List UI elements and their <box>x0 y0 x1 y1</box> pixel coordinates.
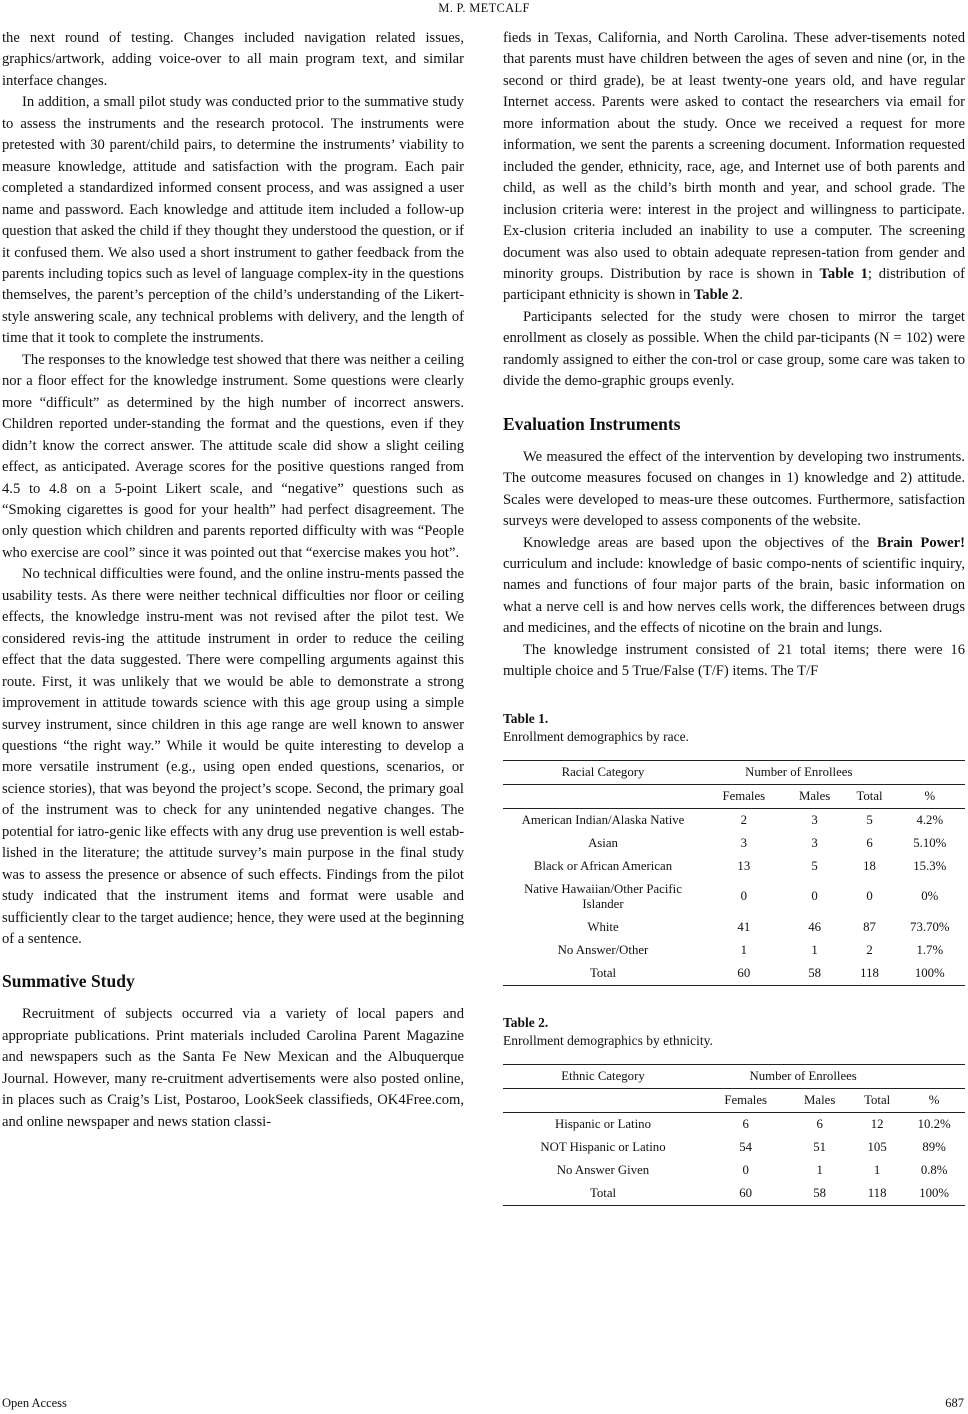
table-cell: 2 <box>740 812 748 827</box>
table-cell: 100% <box>903 1182 965 1206</box>
table-cell: 60 <box>703 962 785 986</box>
table-row <box>503 855 965 878</box>
text: curriculum and include: knowledge of basic compo-nents of scientific inquiry, names and functions of four major parts of the brain, basic information on what a nerve cell is and how nerves cells work, the differences between drugs and medicines, and the effects of nicotine on the brain and lungs. <box>503 555 965 637</box>
paragraph <box>503 533 965 640</box>
table-cell: 4.2% <box>916 812 944 827</box>
table-cell: 10.2% <box>917 1116 951 1131</box>
table-cell: 0 <box>742 1162 749 1177</box>
column-header: Total <box>845 784 895 808</box>
table-cell: No Answer/Other <box>557 942 649 957</box>
paragraph: The responses to the knowledge test showed that there was neither a ceiling nor a floor effect for the knowledge instrument. Some questions were clearly more “difficult” as determined by the high number of incorrect answers. Children reported under-standing the format and the questions, even if they didn’t know the correct answer. The attitude scale did show a slight ceiling effect, as anticipated. Average scores for the positive questions ranged from 4.5 to 4.8 on a 5-point Likert scale, and “negative” questions such as “Smoking cigarettes is good for your health” had perfect disagreement. The only question which children and parents reported difficulty with was “People who exercise are cool” since it was pointed out that “exercise makes you hot”. <box>2 351 464 561</box>
text: fieds in Texas, California, and North Carolina. These adver-tisements noted that parents must have children between the ages of seven and nine (or, in the second or third grade), be at least twenty-one years old, and have regular Internet access. Parents were asked to contact the researchers via email for more information about the study. Once we received a request for more information, we sent the parents a screening document. Information requested included the gender, ethnicity, race, age, and Internet use of both parents and child, as well as the child’s birth month and year, and school grade. The inclusion criteria were: interest in the project and willingness to participate. Ex-clusion criteria included an inability to use a computer. The screening document was also used to obtain adequate represen-tation from gender and minority groups. Distribution by race is shown in <box>503 30 965 282</box>
table-cell: 54 <box>739 1139 753 1154</box>
table-cell: 5 <box>866 812 873 827</box>
text: Knowledge areas are based upon the objectives of the <box>523 534 878 551</box>
table-cell: Hispanic or Latino <box>555 1116 651 1131</box>
table2-title: Table 2. <box>503 1014 549 1030</box>
table-cell: 87 <box>863 919 876 934</box>
table-row <box>503 878 965 916</box>
table-cell: 58 <box>788 1182 851 1206</box>
table-cell: 2 <box>866 942 873 957</box>
table-cell: 3 <box>740 835 748 850</box>
column-header: % <box>903 1088 965 1112</box>
table-cell: White <box>587 919 619 934</box>
paragraph: the next round of testing. Changes included navigation related issues, graphics/artwork, adding voice-over to all main program text, and similar interface changes. <box>2 30 464 89</box>
table-cell: 0 <box>866 889 873 904</box>
paragraph: No technical difficulties were found, and the online instru-ments passed the usability tests. As there were neither technical difficulties nor floor or ceiling effects, the knowledge instru-ment was not revised after the pilot test. We considered revis-ing the attitude instrument in order to reduce the ceiling effect that the data suggested. There were compelling arguments against this route. First, it was unlikely that we would be able to demonstrate a strong improvement in attitude towards science with this age group using a simple survey instrument, since children in this age range are well known to answer questions “the right way.” While it would be quite interesting to develop a more versatile instrument (e.g., using open ended questions, scenarios, or science stories), that was beyond the project’s scope. Second, the primary goal of the instrument was to check for any unintended negative changes. The potential for iatro-genic like effects with any drug use prevention is well estab-lished in the literature; the attitude survey’s main purpose in the final study was to assess the presence or absence of such effects. Findings from the pilot study indicated that the instrument items and format were usable and sufficiently clear to the target audience; hence, they were used at the beginning of a sentence. <box>2 566 464 948</box>
left-column <box>2 28 464 1133</box>
table-cell: 5.10% <box>913 835 947 850</box>
page-number: 687 <box>945 1396 964 1410</box>
section-heading: Summative Study <box>2 971 135 992</box>
table-cell: 0% <box>921 889 939 904</box>
footer-open-access: Open Access <box>2 1396 67 1410</box>
table-row <box>503 939 965 962</box>
section-heading: Evaluation Instruments <box>503 413 681 434</box>
table-cell: 118 <box>851 1182 903 1206</box>
table-cell: 105 <box>867 1139 887 1154</box>
table-header: Ethnic Category <box>503 1064 703 1088</box>
table1-caption: Enrollment demographics by race. <box>503 728 689 744</box>
table-cell: 5 <box>811 858 818 873</box>
table-row <box>503 1182 965 1206</box>
column-header <box>503 784 703 808</box>
column-header: Females <box>703 784 785 808</box>
text: . <box>739 287 743 304</box>
table-row <box>503 1112 965 1136</box>
table-cell: 1 <box>816 1162 823 1177</box>
table1-title: Table 1. <box>503 710 549 726</box>
table-reference: Table 1 <box>819 265 868 282</box>
table-cell: 15.3% <box>913 858 947 873</box>
table-cell: 1 <box>811 942 818 957</box>
column-header: % <box>895 784 965 808</box>
table-cell: 6 <box>816 1116 823 1131</box>
table-cell: 1.7% <box>916 942 944 957</box>
table-cell: 13 <box>737 858 751 873</box>
table-cell: 6 <box>866 835 873 850</box>
column-header: Total <box>851 1088 903 1112</box>
table-cell: 6 <box>742 1116 749 1131</box>
table-cell: 41 <box>737 919 751 934</box>
table-row <box>503 1136 965 1159</box>
table-cell: 3 <box>811 812 818 827</box>
curriculum-name: Brain Power! <box>877 534 965 551</box>
paragraph: In addition, a small pilot study was conducted prior to the summative study to assess the instruments and the research protocol. The instruments were pretested with 30 parent/child pairs, to determine the instruments’ viability to measure knowledge, attitude and satisfaction with the program. Each pair completed a standardized informed consent process, and was assigned a user name and password. Each knowledge and attitude item included a follow-up question that asked the child if they thought they understood the question, or if it confused them. We also used a short instrument to gather feedback from the parents including topics such as level of language complex-ity in the questions themselves, the parent’s perception of the child’s understanding of the Likert-style answering scale, any technical problems with delivery, and the length of time that it took to complete the instruments. <box>2 94 464 347</box>
table-cell: NOT Hispanic or Latino <box>540 1139 666 1154</box>
table-cell: Total <box>503 962 703 986</box>
table-row <box>503 962 965 986</box>
table-row <box>503 808 965 832</box>
table-cell: 1 <box>873 1162 881 1177</box>
paragraph: We measured the effect of the intervention by developing two instruments. The outcome measures focused on changes in 1) knowledge and 2) attitude. Scales were developed to meas-ure these outcomes. Furthermore, satisfaction surveys were developed to assess components of the website. <box>503 448 965 530</box>
paragraph <box>503 28 965 307</box>
table2-caption: Enrollment demographics by ethnicity. <box>503 1032 713 1048</box>
table1 <box>503 760 965 986</box>
table-cell: Black or African American <box>533 858 673 873</box>
table-row <box>503 832 965 855</box>
table-cell: 58 <box>785 962 845 986</box>
running-head: M. P. METCALF <box>438 1 530 15</box>
table-reference: Table 2 <box>693 287 740 304</box>
column-header: Males <box>788 1088 851 1112</box>
paragraph: Recruitment of subjects occurred via a variety of local papers and appropriate publications. Print materials included Carolina Parent Magazine and newspapers such as the Santa Fe New Mexican and the Albuquerque Journal. However, many re-cruitment advertisements were also posted online, in places such as Craig’s List, Postaroo, LookSeek classifieds, OK4Free.com, and online newspaper and news station classi- <box>2 1006 464 1130</box>
table-row <box>503 1159 965 1182</box>
table-cell: 18 <box>863 858 876 873</box>
right-column <box>503 28 965 1206</box>
table-cell: 3 <box>811 835 818 850</box>
table-cell: No Answer Given <box>556 1162 650 1177</box>
table-cell: 118 <box>845 962 895 986</box>
table2 <box>503 1064 965 1206</box>
table-cell: Asian <box>588 835 618 850</box>
table-cell: 46 <box>808 919 821 934</box>
table-header: Racial Category <box>503 760 703 784</box>
paragraph: The knowledge instrument consisted of 21 total items; there were 16 multiple choice and 5 True/False (T/F) items. The T/F <box>503 641 965 680</box>
table-cell: 0 <box>740 889 748 904</box>
table-row <box>503 916 965 939</box>
table-cell: 1 <box>740 942 748 957</box>
column-header <box>503 1088 703 1112</box>
table-cell: 73.70% <box>910 919 950 934</box>
table-cell: Total <box>503 1182 703 1206</box>
table-cell: 60 <box>703 1182 788 1206</box>
table-cell: 89% <box>922 1139 946 1154</box>
column-header: Males <box>785 784 845 808</box>
table-cell: 100% <box>895 962 965 986</box>
text: ; distribution of participant ethnicity is shown in <box>503 265 965 304</box>
table-cell: 12 <box>870 1116 884 1131</box>
table-cell: 51 <box>813 1139 827 1154</box>
table-cell: Native Hawaiian/Other Pacific Islander <box>524 881 682 911</box>
column-header: Females <box>703 1088 788 1112</box>
paragraph: Participants selected for the study were chosen to mirror the target enrollment as closely as possible. When the child par-ticipants (N = 102) were randomly assigned to either the con-trol or case group, some care was taken to divide the demo-graphic groups evenly. <box>503 308 965 390</box>
table-header: Number of Enrollees <box>703 760 895 784</box>
table-cell: 0.8% <box>920 1162 948 1177</box>
table-cell: American Indian/Alaska Native <box>521 812 685 827</box>
table-cell: 0 <box>811 889 818 904</box>
table-header: Number of Enrollees <box>703 1064 903 1088</box>
